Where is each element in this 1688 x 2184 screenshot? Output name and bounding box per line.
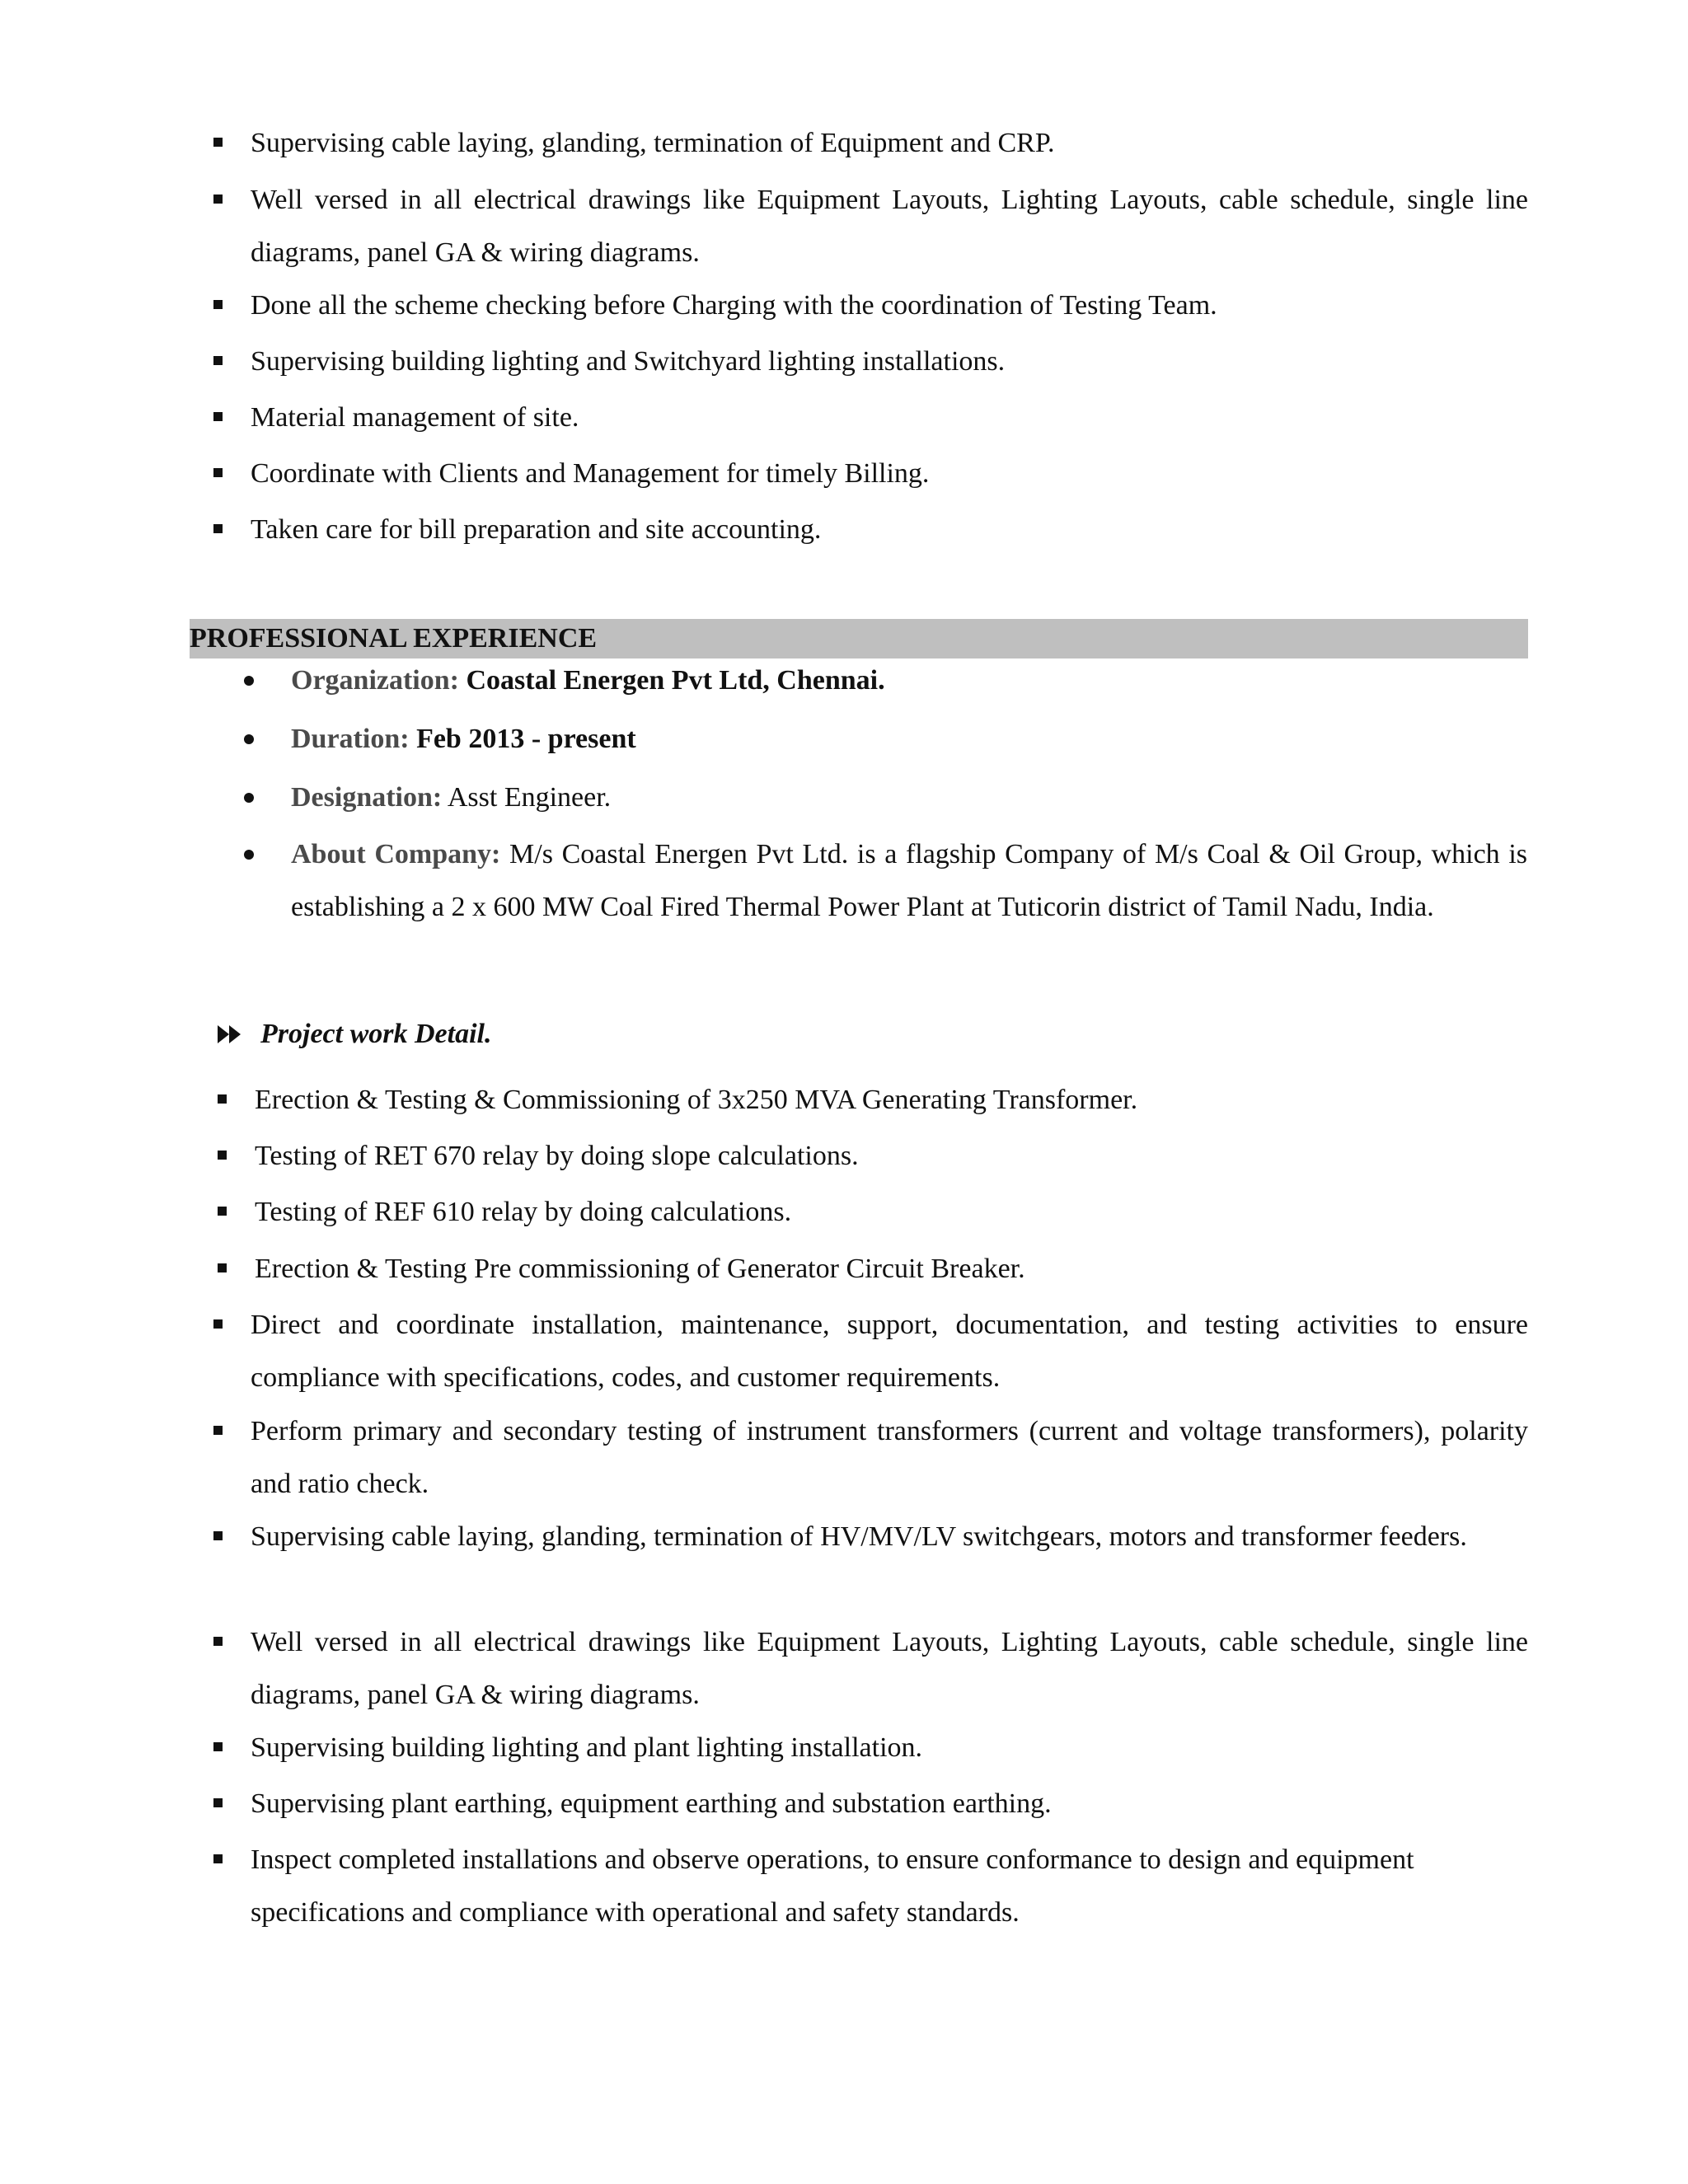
square-bullet-icon <box>213 300 223 309</box>
list-item: Well versed in all electrical drawings like Equipment Layouts, Lighting Layouts, cable schedule, single line diagrams, panel GA & wiring diagrams. <box>251 1627 1528 1710</box>
square-bullet-icon <box>213 1426 223 1435</box>
list-item: Coordinate with Clients and Management for timely Billing. <box>251 458 930 489</box>
square-bullet-icon <box>213 194 223 204</box>
list-item: Testing of RET 670 relay by doing slope calculations. <box>255 1141 859 1171</box>
square-bullet-icon <box>213 1531 223 1540</box>
round-bullet-icon <box>244 850 254 860</box>
about-company-row <box>291 828 1527 934</box>
round-bullet-icon <box>244 676 254 686</box>
list-item: Done all the scheme checking before Charging with the coordination of Testing Team. <box>251 290 1217 321</box>
square-bullet-icon <box>213 412 223 421</box>
square-bullet-icon <box>218 1151 227 1160</box>
square-bullet-icon <box>213 524 223 533</box>
square-bullet-icon <box>213 1798 223 1807</box>
round-bullet-icon <box>244 793 254 803</box>
list-item: Supervising cable laying, glanding, termination of HV/MV/LV switchgears, motors and transformer feeders. <box>251 1521 1467 1552</box>
list-item: Well versed in all electrical drawings like Equipment Layouts, Lighting Layouts, cable schedule, single line diagrams, panel GA & wiring diagrams. <box>251 185 1528 268</box>
list-item: Supervising plant earthing, equipment earthing and substation earthing. <box>251 1788 1052 1819</box>
list-item: Inspect completed installations and observe operations, to ensure conformance to design and equipment specifications and compliance with operational and safety standards. <box>251 1844 1414 1928</box>
list-item: Erection & Testing Pre commissioning of Generator Circuit Breaker. <box>255 1254 1025 1284</box>
list-item: Erection & Testing & Commissioning of 3x250 MVA Generating Transformer. <box>255 1085 1138 1115</box>
square-bullet-icon <box>213 1854 223 1863</box>
square-bullet-icon <box>213 356 223 365</box>
list-item: Testing of REF 610 relay by doing calculations. <box>255 1197 792 1227</box>
list-item: Perform primary and secondary testing of instrument transformers (current and voltage transformers), polarity and ratio check. <box>251 1416 1528 1499</box>
square-bullet-icon <box>213 1319 223 1329</box>
organization-label: Organization: <box>291 665 459 696</box>
section-title: PROFESSIONAL EXPERIENCE <box>190 623 598 654</box>
list-item: Taken care for bill preparation and site accounting. <box>251 514 822 545</box>
list-item: Direct and coordinate installation, maintenance, support, documentation, and testing activities to ensure compliance with specifications, codes, and customer requirements. <box>251 1310 1528 1393</box>
list-item: Supervising building lighting and Switchyard lighting installations. <box>251 346 1006 377</box>
project-heading: Project work Detail. <box>260 1019 492 1049</box>
square-bullet-icon <box>218 1094 227 1104</box>
square-bullet-icon <box>213 468 223 477</box>
round-bullet-icon <box>244 734 254 744</box>
designation-label: Designation: <box>291 782 443 813</box>
duration-value: Feb 2013 - present <box>416 724 636 754</box>
square-bullet-icon <box>218 1207 227 1216</box>
list-item: Supervising cable laying, glanding, termination of Equipment and CRP. <box>251 128 1055 158</box>
organization-row <box>291 654 1527 707</box>
square-bullet-icon <box>218 1263 227 1272</box>
square-bullet-icon <box>213 1637 223 1646</box>
designation-row <box>291 771 1527 824</box>
duration-label: Duration: <box>291 724 410 754</box>
about-company-label: About Company: <box>291 839 501 869</box>
about-company-value: M/s Coastal Energen Pvt Ltd. is a flagship Company of M/s Coal & Oil Group, which is establishing a 2 x 600 MW Coal Fired Thermal Power Plant at Tuticorin district of Tamil Nadu, India. <box>291 839 1528 922</box>
duration-row <box>291 713 1527 766</box>
list-item: Supervising building lighting and plant lighting installation. <box>251 1732 923 1763</box>
list-item: Material management of site. <box>251 402 579 433</box>
square-bullet-icon <box>213 138 223 147</box>
designation-value: Asst Engineer. <box>447 782 612 813</box>
organization-value: Coastal Energen Pvt Ltd, Chennai. <box>466 665 885 696</box>
square-bullet-icon <box>213 1742 223 1751</box>
double-arrow-icon <box>218 1025 244 1043</box>
